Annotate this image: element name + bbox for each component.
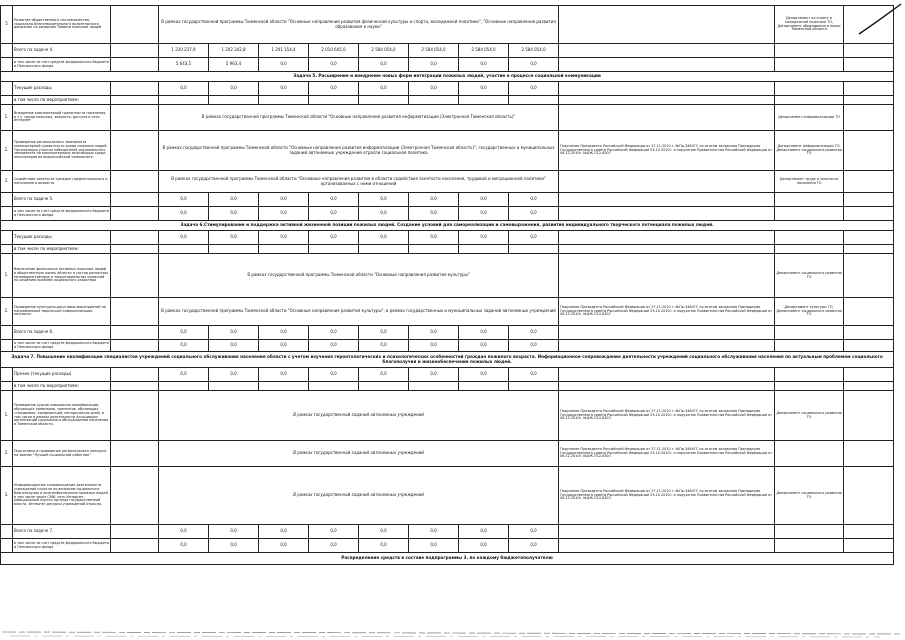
table-row <box>1 340 894 352</box>
program-reference: В рамках государственной программы Тюменской области "Основные направления развития физической культуры и спорта, молодежной политики", "Основные направления развития образования и науки" <box>159 6 559 44</box>
responsible-executor: Департамент социального развития ТО <box>775 254 844 298</box>
legal-basis: Поручение Президента Российской Федерации от 27.11.2010 г. №Пр-3464ГС по итогам заседания Президиума Государственного совета Российской Федерации 25.10.2010г. и поручение Правительства Российской Федерации от 06.12.2010г. №АЖ-П12-8307. <box>559 467 775 525</box>
including-label: в том числе по мероприятиям: <box>13 382 111 391</box>
value-cell: 0,0 <box>509 525 559 539</box>
row-number: 2. <box>1 441 13 467</box>
task-header-row <box>1 352 894 368</box>
value-cell: 0,0 <box>159 326 209 340</box>
value-cell: 0,0 <box>459 193 509 207</box>
legal-basis: Поручение Президента Российской Федерации от 27.11.2010 г. №Пр-3464ГС по итогам заседания Президиума Государственного совета Российской Федерации 25.10.2010г. и поручение Правительства Российской Федерации от 06.12.2010г. №АЖ-П12-8307 <box>559 298 775 326</box>
table-row <box>1 231 894 245</box>
row-number: 1. <box>1 254 13 298</box>
value-cell: 0,0 <box>259 58 309 72</box>
value-cell: 0,0 <box>209 193 259 207</box>
table-row <box>1 6 894 44</box>
value-cell: 0,0 <box>359 326 409 340</box>
program-reference: В рамках государственной программы Тюменской области "Основные направления развития информатизации (Электронная Тюменская область)" <box>159 105 559 131</box>
value-cell: 1 230 237,9 <box>159 44 209 58</box>
value-cell: 0,0 <box>159 525 209 539</box>
value-cell: 0,0 <box>409 340 459 352</box>
total-label: Всего по задаче 6. <box>13 326 111 340</box>
value-cell: 2 584 054,0 <box>359 44 409 58</box>
value-cell: 0,0 <box>309 539 359 553</box>
value-cell: 0,0 <box>259 82 309 96</box>
value-cell: 2 010 645,0 <box>309 44 359 58</box>
table-row <box>1 207 894 221</box>
value-cell: 0,0 <box>459 207 509 221</box>
value-cell: 0,0 <box>309 368 359 382</box>
table-row <box>1 441 894 467</box>
value-cell: 2 584 054,0 <box>509 44 559 58</box>
table-row <box>1 105 894 131</box>
table-row <box>1 525 894 539</box>
task-header: Задача 7. Повышение квалификации специалистов учреждений социального обслуживания населения области с учетом изучения геронтологических и психологических особенностей граждан пожилого возраста. Информационное сопровождение деятельности учреждений социального обслуживания населения по актуальным проблемам социального благополучия и жизнеобеспечения пожилых людей. <box>1 352 894 368</box>
value-cell: 0,0 <box>209 231 259 245</box>
table-row <box>1 326 894 340</box>
other-expenses-label: Прочие (текущие расходы) <box>13 368 111 382</box>
value-cell: 0,0 <box>209 525 259 539</box>
table-row <box>1 539 894 553</box>
value-cell: 2 584 054,0 <box>409 44 459 58</box>
row-number: 1. <box>1 391 13 441</box>
current-expenses-label: Текущие расходы <box>13 82 111 96</box>
task-header: Задача 5. Расширение и внедрение новых форм интеграции пожилых людей, участие в процессе социальной коммуникации <box>1 72 894 82</box>
value-cell: 0,0 <box>509 82 559 96</box>
value-cell: 0,0 <box>259 231 309 245</box>
value-cell: 0,0 <box>359 368 409 382</box>
value-cell: 0,0 <box>359 231 409 245</box>
value-cell: 0,0 <box>259 539 309 553</box>
table-row <box>1 391 894 441</box>
value-cell: 0,0 <box>159 207 209 221</box>
row-number: 3. <box>1 171 13 193</box>
federal-label: в том числе за счет средств федерального бюджета и Пенсионного фонда <box>13 207 111 221</box>
value-cell: 0,0 <box>409 58 459 72</box>
value-cell: 0,0 <box>159 368 209 382</box>
program-reference: В рамках государственной программы Тюменской области "Основные направления развития информатизации (Электронная Тюменская область)", государственных и муниципальных заданий автономных учреждений отрасли социальная политика <box>159 131 559 171</box>
value-cell: 0,0 <box>409 82 459 96</box>
activity-name: Вовлечение физических активных пожилых людей в общественную жизнь области и состав различных межведомственных и территориальных комиссий по решению проблем социального характера <box>13 254 111 298</box>
table-row <box>1 368 894 382</box>
value-cell: 0,0 <box>509 539 559 553</box>
value-cell: 0,0 <box>359 58 409 72</box>
value-cell: 0,0 <box>309 82 359 96</box>
value-cell: 0,0 <box>209 82 259 96</box>
value-cell: 0,0 <box>209 340 259 352</box>
value-cell: 0,0 <box>409 539 459 553</box>
value-cell: 0,0 <box>509 193 559 207</box>
value-cell: 0,0 <box>309 340 359 352</box>
activity-name: Проведение культурно-досуговых мероприятий по направлениям творческой самореализации личности <box>13 298 111 326</box>
value-cell: 0,0 <box>509 340 559 352</box>
value-cell: 5 643,5 <box>159 58 209 72</box>
value-cell: 0,0 <box>159 340 209 352</box>
value-cell: 0,0 <box>409 525 459 539</box>
value-cell: 0,0 <box>259 326 309 340</box>
responsible-executor: Департамент по спорту и молодежной политике ТО, Департамент образования и науки Тюменской области <box>775 6 844 44</box>
task-header: Задача 6.Стимулирование и поддержка активной жизненной позиции пожилых людей. Создание условий для самореализации и самовыражения, развития индивидуального творческого потенциала пожилых людей. <box>1 221 894 231</box>
value-cell: 0,0 <box>409 207 459 221</box>
program-reference: В рамках государственной программы Тюменской области "Основные направления развития в области содействия занятости населения, трудовой и миграционной политики" организованных с ними отношений <box>159 171 559 193</box>
including-label: в том числе по мероприятиям: <box>13 96 111 105</box>
footer-row <box>1 553 894 565</box>
value-cell: 2 584 054,0 <box>459 44 509 58</box>
value-cell: 0,0 <box>509 231 559 245</box>
table-row <box>1 254 894 298</box>
value-cell: 0,0 <box>409 326 459 340</box>
value-cell: 0,0 <box>209 207 259 221</box>
table-row <box>1 467 894 525</box>
table-row <box>1 382 894 391</box>
value-cell: 0,0 <box>359 340 409 352</box>
activity-name: Информационное сопровождение деятельности учреждений отрасли по вопросам социального благополучия и жизнеобеспечения пожилых людей, в том числе через СМИ, сеть Интернет, официальный портал органов государственной власти, Интернет-ресурсы учреждений отрасли. <box>13 467 111 525</box>
table-row <box>1 44 894 58</box>
table-row <box>1 193 894 207</box>
value-cell: 0,0 <box>259 207 309 221</box>
value-cell: 1 202 342,8 <box>209 44 259 58</box>
value-cell: 0,0 <box>409 368 459 382</box>
row-number: 1. <box>1 105 13 131</box>
activity-name: Проведение курсов повышения квалификации, обучающих семинаров, тренингов, обучающих стажировок, конференций, методических дней, в том числе в рамках деятельности Ассоциации организаций социального обслуживания населения в Тюменской области. <box>13 391 111 441</box>
value-cell: 0,0 <box>309 326 359 340</box>
federal-label: в том числе за счет средств федерального бюджета и Пенсионного фонда <box>13 539 111 553</box>
responsible-executor: Департамент социального развития ТО <box>775 391 844 441</box>
value-cell: 0,0 <box>309 525 359 539</box>
value-cell: 0,0 <box>509 207 559 221</box>
table-row <box>1 245 894 254</box>
federal-label: в том числе за счет средств федерального бюджета и Пенсионного фонда <box>13 340 111 352</box>
handwritten-stroke-icon <box>855 0 905 40</box>
value-cell: 0,0 <box>459 231 509 245</box>
value-cell: 0,0 <box>459 539 509 553</box>
activity-name: Проведение регионального чемпионата компьютерной грамотности среди пожилых людей. Организация участия победителей регионального чемпионата по компьютерному многоборью среди пенсионеров во всероссийском чемпионате <box>13 131 111 171</box>
total-label: Всего по задаче 5. <box>13 193 111 207</box>
program-reference: В рамках государственной программы Тюменской области "Основные направления развития культуры", в рамках государственных и муниципальных заданий автономных учреждений <box>159 298 559 326</box>
value-cell: 0,0 <box>309 193 359 207</box>
value-cell: 0,0 <box>459 525 509 539</box>
program-reference: В рамках государственной заданий автономных учреждений <box>159 391 559 441</box>
value-cell: 0,0 <box>359 525 409 539</box>
subprogram-table <box>0 5 894 565</box>
table-row <box>1 82 894 96</box>
value-cell: 0,0 <box>259 193 309 207</box>
value-cell: 0,0 <box>509 368 559 382</box>
current-expenses-label: Текущие расходы <box>13 231 111 245</box>
value-cell: 0,0 <box>309 231 359 245</box>
table-row <box>1 131 894 171</box>
value-cell: 1 201 154,4 <box>259 44 309 58</box>
table-row <box>1 96 894 105</box>
value-cell: 0,0 <box>359 207 409 221</box>
value-cell: 0,0 <box>409 193 459 207</box>
value-cell: 0,0 <box>309 58 359 72</box>
value-cell: 0,0 <box>159 539 209 553</box>
value-cell: 0,0 <box>259 525 309 539</box>
program-reference: В рамках государственной программы Тюменской области "Основные направления развития культуры" <box>159 254 559 298</box>
value-cell: 0,0 <box>359 193 409 207</box>
row-number: 5 <box>1 6 13 44</box>
value-cell: 0,0 <box>209 539 259 553</box>
value-cell: 0,0 <box>209 368 259 382</box>
legal-basis: Поручение Президента Российской Федерации от 27.11.2010 г. №Пр-3464ГС по итогам заседания Президиума Государственного совета Российской Федерации 25.10.2010г. и поручение Правительства Российской Федерации от 06.12.2010г. №АЖ-П12-8307. <box>559 391 775 441</box>
value-cell: 0,0 <box>209 326 259 340</box>
value-cell: 0,0 <box>409 231 459 245</box>
value-cell: 0,0 <box>359 82 409 96</box>
activity-name: Содействие занятости граждан предпенсионного и пенсионного возраста <box>13 171 111 193</box>
value-cell: 0,0 <box>459 326 509 340</box>
activity-name: Развитие общественного наставничества, социально-благотворительного волонтерского движения по развитию Тюмени пожилых людей <box>13 6 111 44</box>
row-number: 3. <box>1 467 13 525</box>
program-reference: В рамках государственной заданий автономных учреждений <box>159 467 559 525</box>
distribution-footer: Распределение средств в составе подпрограммы 3. по каждому бюджетополучателю <box>1 553 894 565</box>
value-cell: 0,0 <box>309 207 359 221</box>
row-number: 2. <box>1 298 13 326</box>
value-cell: 0,0 <box>509 58 559 72</box>
legal-basis: Поручение Президента Российской Федерации от 27.11.2010 г. №Пр-3464ГС по итогам заседания Президиума Государственного совета Российской Федерации 25.10.2010г. и поручение Правительства Российской Федерации от 06.12.2010г. №АЖ-П12-8307 <box>559 131 775 171</box>
scan-noise-strip <box>0 626 905 640</box>
responsible-executor: Департамент социального развития ТО <box>775 467 844 525</box>
table-row <box>1 171 894 193</box>
federal-label: в том числе за счет средств федерального бюджета и Пенсионного фонда <box>13 58 111 72</box>
value-cell: 0,0 <box>459 82 509 96</box>
responsible-executor: Департамент информатизации ТО, Департамент социального развития ТО <box>775 131 844 171</box>
task-header-row <box>1 72 894 82</box>
legal-basis: Поручение Президента Российской Федерации от 27.11.2010 г. №Пр-3464ГС по итогам заседания Президиума Государственного совета Российской Федерации 25.10.2010г. и поручение Правительства Российской Федерации от 06.12.2010г. №АЖ-П12-8307. <box>559 441 775 467</box>
responsible-executor: Департамент информатизации ТО <box>775 105 844 131</box>
value-cell: 0,0 <box>159 82 209 96</box>
value-cell: 0,0 <box>259 368 309 382</box>
value-cell: 0,0 <box>159 193 209 207</box>
value-cell: 0,0 <box>509 326 559 340</box>
including-label: в том числе по мероприятиям: <box>13 245 111 254</box>
responsible-executor: Департамент культуры ТО, Департамент социального развития ТО <box>775 298 844 326</box>
program-reference: В рамках государственной заданий автономных учреждений <box>159 441 559 467</box>
total-label: Всего по задаче 7. <box>13 525 111 539</box>
row-number: 2. <box>1 131 13 171</box>
activity-name: Подготовка и проведение регионального конкурса на звание "Лучший социальный работник". <box>13 441 111 467</box>
task-header-row <box>1 221 894 231</box>
total-label: Всего по задаче 4. <box>13 44 111 58</box>
value-cell: 0,0 <box>159 231 209 245</box>
value-cell: 5 963,4 <box>209 58 259 72</box>
value-cell: 0,0 <box>459 58 509 72</box>
value-cell: 0,0 <box>359 539 409 553</box>
value-cell: 0,0 <box>459 340 509 352</box>
table-row <box>1 298 894 326</box>
table-row <box>1 58 894 72</box>
value-cell: 0,0 <box>259 340 309 352</box>
activity-name: Внедрение компьютерной грамотности населения, в т.ч. среди пожилых, возраста, доступа в сети интернет <box>13 105 111 131</box>
value-cell: 0,0 <box>459 368 509 382</box>
responsible-executor: Департамент труда и занятости населения ТО <box>775 171 844 193</box>
